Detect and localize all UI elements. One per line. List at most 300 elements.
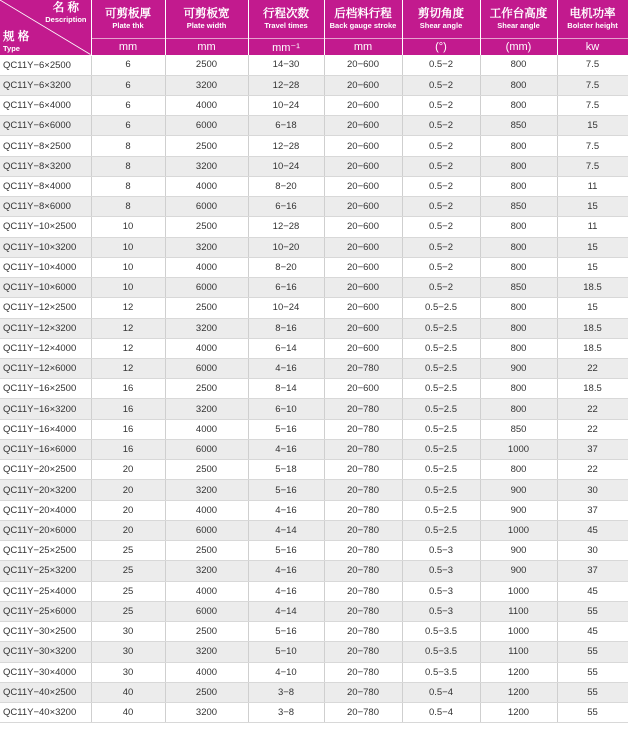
type-cell: QC11Y−6×6000 xyxy=(0,116,91,136)
col-header-shear-angle: 剪切角度 Shear angle xyxy=(402,0,480,39)
type-cell: QC11Y−10×4000 xyxy=(0,257,91,277)
plate-thk-cell: 10 xyxy=(91,237,165,257)
travel-times-cell: 10−24 xyxy=(248,95,324,115)
table-row xyxy=(0,399,628,419)
back-gauge-cell: 20−780 xyxy=(324,703,402,723)
type-cell: QC11Y−16×3200 xyxy=(0,399,91,419)
travel-times-cell: 6−16 xyxy=(248,278,324,298)
type-cell: QC11Y−12×3200 xyxy=(0,318,91,338)
plate-thk-cell: 6 xyxy=(91,116,165,136)
type-cell: QC11Y−10×2500 xyxy=(0,217,91,237)
table-height-cell: 800 xyxy=(480,55,557,75)
table-row xyxy=(0,257,628,277)
plate-thk-cell: 16 xyxy=(91,439,165,459)
table-height-cell: 850 xyxy=(480,278,557,298)
plate-thk-cell: 10 xyxy=(91,217,165,237)
plate-width-cell: 4000 xyxy=(165,257,248,277)
type-cell: QC11Y−8×3200 xyxy=(0,156,91,176)
col-header-plate-width: 可剪板宽 Plate width xyxy=(165,0,248,39)
plate-width-cell: 3200 xyxy=(165,237,248,257)
type-label: 规 格 Type xyxy=(3,30,30,53)
travel-times-cell: 8−20 xyxy=(248,176,324,196)
motor-power-cell: 37 xyxy=(557,500,628,520)
travel-times-cell: 5−16 xyxy=(248,480,324,500)
back-gauge-cell: 20−600 xyxy=(324,278,402,298)
plate-thk-cell: 10 xyxy=(91,278,165,298)
type-cell: QC11Y−12×4000 xyxy=(0,338,91,358)
shear-angle-cell: 0.5−2.5 xyxy=(402,520,480,540)
type-cell: QC11Y−20×2500 xyxy=(0,460,91,480)
back-gauge-cell: 20−780 xyxy=(324,581,402,601)
unit-row xyxy=(0,39,628,56)
motor-power-cell: 7.5 xyxy=(557,55,628,75)
plate-width-cell: 3200 xyxy=(165,399,248,419)
table-height-cell: 800 xyxy=(480,338,557,358)
travel-times-cell: 14−30 xyxy=(248,55,324,75)
plate-width-cell: 3200 xyxy=(165,480,248,500)
plate-width-cell: 2500 xyxy=(165,217,248,237)
table-row xyxy=(0,379,628,399)
table-height-cell: 1100 xyxy=(480,642,557,662)
table-height-cell: 1200 xyxy=(480,703,557,723)
back-gauge-cell: 20−600 xyxy=(324,257,402,277)
back-gauge-cell: 20−780 xyxy=(324,419,402,439)
shear-angle-cell: 0.5−2 xyxy=(402,156,480,176)
motor-power-cell: 15 xyxy=(557,237,628,257)
table-row xyxy=(0,520,628,540)
plate-width-cell: 4000 xyxy=(165,176,248,196)
type-cell: QC11Y−30×2500 xyxy=(0,622,91,642)
type-cell: QC11Y−12×6000 xyxy=(0,359,91,379)
shear-angle-cell: 0.5−2 xyxy=(402,176,480,196)
travel-times-cell: 12−28 xyxy=(248,217,324,237)
plate-thk-cell: 12 xyxy=(91,359,165,379)
back-gauge-cell: 20−600 xyxy=(324,318,402,338)
plate-width-cell: 6000 xyxy=(165,601,248,621)
plate-thk-cell: 12 xyxy=(91,318,165,338)
travel-times-cell: 5−18 xyxy=(248,460,324,480)
shear-angle-cell: 0.5−2 xyxy=(402,55,480,75)
shear-angle-cell: 0.5−2.5 xyxy=(402,298,480,318)
shear-angle-cell: 0.5−3 xyxy=(402,561,480,581)
travel-times-cell: 8−16 xyxy=(248,318,324,338)
plate-width-cell: 6000 xyxy=(165,116,248,136)
motor-power-cell: 45 xyxy=(557,622,628,642)
plate-width-cell: 3200 xyxy=(165,318,248,338)
type-cell: QC11Y−6×3200 xyxy=(0,75,91,95)
motor-power-cell: 11 xyxy=(557,176,628,196)
table-height-cell: 1000 xyxy=(480,581,557,601)
type-cell: QC11Y−30×4000 xyxy=(0,662,91,682)
back-gauge-cell: 20−600 xyxy=(324,237,402,257)
motor-power-cell: 22 xyxy=(557,460,628,480)
shear-angle-cell: 0.5−4 xyxy=(402,703,480,723)
motor-power-cell: 7.5 xyxy=(557,156,628,176)
type-cell: QC11Y−40×2500 xyxy=(0,682,91,702)
travel-times-cell: 5−16 xyxy=(248,419,324,439)
shear-angle-cell: 0.5−3.5 xyxy=(402,642,480,662)
table-height-cell: 1000 xyxy=(480,622,557,642)
table-height-cell: 900 xyxy=(480,359,557,379)
table-height-cell: 1000 xyxy=(480,520,557,540)
back-gauge-cell: 20−780 xyxy=(324,601,402,621)
table-row xyxy=(0,298,628,318)
travel-times-cell: 8−20 xyxy=(248,257,324,277)
shear-angle-cell: 0.5−2 xyxy=(402,278,480,298)
col-header-back-gauge: 后档料行程 Back gauge stroke xyxy=(324,0,402,39)
motor-power-cell: 55 xyxy=(557,601,628,621)
table-row xyxy=(0,237,628,257)
shear-angle-cell: 0.5−3 xyxy=(402,541,480,561)
unit-motor-power: kw xyxy=(557,39,628,56)
plate-width-cell: 4000 xyxy=(165,419,248,439)
plate-thk-cell: 6 xyxy=(91,95,165,115)
motor-power-cell: 30 xyxy=(557,480,628,500)
plate-thk-cell: 20 xyxy=(91,460,165,480)
motor-power-cell: 15 xyxy=(557,298,628,318)
table-row xyxy=(0,176,628,196)
motor-power-cell: 18.5 xyxy=(557,318,628,338)
type-cell: QC11Y−6×4000 xyxy=(0,95,91,115)
back-gauge-cell: 20−600 xyxy=(324,136,402,156)
type-cell: QC11Y−16×4000 xyxy=(0,419,91,439)
shear-angle-cell: 0.5−2.5 xyxy=(402,359,480,379)
table-height-cell: 800 xyxy=(480,257,557,277)
table-height-cell: 850 xyxy=(480,197,557,217)
plate-width-cell: 2500 xyxy=(165,136,248,156)
table-row xyxy=(0,95,628,115)
back-gauge-cell: 20−600 xyxy=(324,176,402,196)
type-cell: QC11Y−25×4000 xyxy=(0,581,91,601)
type-cell: QC11Y−12×2500 xyxy=(0,298,91,318)
motor-power-cell: 7.5 xyxy=(557,136,628,156)
travel-times-cell: 3−8 xyxy=(248,682,324,702)
shear-angle-cell: 0.5−2.5 xyxy=(402,399,480,419)
plate-thk-cell: 16 xyxy=(91,399,165,419)
motor-power-cell: 55 xyxy=(557,642,628,662)
table-row xyxy=(0,682,628,702)
table-height-cell: 800 xyxy=(480,379,557,399)
shear-angle-cell: 0.5−3 xyxy=(402,601,480,621)
back-gauge-cell: 20−600 xyxy=(324,156,402,176)
table-height-cell: 800 xyxy=(480,399,557,419)
table-row xyxy=(0,419,628,439)
motor-power-cell: 15 xyxy=(557,116,628,136)
unit-travel-times: mm⁻¹ xyxy=(248,39,324,56)
table-height-cell: 1200 xyxy=(480,682,557,702)
unit-plate-width: mm xyxy=(165,39,248,56)
motor-power-cell: 18.5 xyxy=(557,278,628,298)
plate-width-cell: 3200 xyxy=(165,75,248,95)
motor-power-cell: 22 xyxy=(557,419,628,439)
shear-angle-cell: 0.5−2.5 xyxy=(402,379,480,399)
plate-width-cell: 3200 xyxy=(165,703,248,723)
plate-thk-cell: 8 xyxy=(91,156,165,176)
shear-angle-cell: 0.5−2 xyxy=(402,237,480,257)
back-gauge-cell: 20−600 xyxy=(324,217,402,237)
unit-shear-angle: (°) xyxy=(402,39,480,56)
table-row xyxy=(0,338,628,358)
travel-times-cell: 3−8 xyxy=(248,703,324,723)
type-cell: QC11Y−40×3200 xyxy=(0,703,91,723)
table-row xyxy=(0,561,628,581)
travel-times-cell: 4−16 xyxy=(248,581,324,601)
plate-thk-cell: 40 xyxy=(91,703,165,723)
motor-power-cell: 45 xyxy=(557,520,628,540)
shear-angle-cell: 0.5−2 xyxy=(402,197,480,217)
travel-times-cell: 4−10 xyxy=(248,662,324,682)
shear-angle-cell: 0.5−2.5 xyxy=(402,480,480,500)
plate-width-cell: 2500 xyxy=(165,622,248,642)
travel-times-cell: 4−16 xyxy=(248,359,324,379)
plate-width-cell: 3200 xyxy=(165,642,248,662)
travel-times-cell: 12−28 xyxy=(248,75,324,95)
plate-thk-cell: 12 xyxy=(91,338,165,358)
motor-power-cell: 7.5 xyxy=(557,75,628,95)
table-row xyxy=(0,75,628,95)
table-row xyxy=(0,136,628,156)
type-cell: QC11Y−25×6000 xyxy=(0,601,91,621)
table-row xyxy=(0,541,628,561)
plate-width-cell: 4000 xyxy=(165,338,248,358)
type-cell: QC11Y−16×2500 xyxy=(0,379,91,399)
plate-width-cell: 2500 xyxy=(165,55,248,75)
description-label: 名 称 Description xyxy=(45,2,87,24)
table-height-cell: 800 xyxy=(480,136,557,156)
motor-power-cell: 37 xyxy=(557,561,628,581)
shear-angle-cell: 0.5−2.5 xyxy=(402,500,480,520)
back-gauge-cell: 20−600 xyxy=(324,75,402,95)
type-cell: QC11Y−16×6000 xyxy=(0,439,91,459)
table-row xyxy=(0,500,628,520)
table-height-cell: 800 xyxy=(480,318,557,338)
table-body xyxy=(0,55,628,723)
shear-angle-cell: 0.5−2 xyxy=(402,257,480,277)
back-gauge-cell: 20−780 xyxy=(324,500,402,520)
travel-times-cell: 5−16 xyxy=(248,622,324,642)
back-gauge-cell: 20−780 xyxy=(324,480,402,500)
back-gauge-cell: 20−600 xyxy=(324,116,402,136)
type-cell: QC11Y−8×6000 xyxy=(0,197,91,217)
back-gauge-cell: 20−600 xyxy=(324,338,402,358)
plate-width-cell: 4000 xyxy=(165,95,248,115)
type-cell: QC11Y−25×2500 xyxy=(0,541,91,561)
plate-thk-cell: 25 xyxy=(91,601,165,621)
table-row xyxy=(0,359,628,379)
plate-thk-cell: 30 xyxy=(91,642,165,662)
motor-power-cell: 7.5 xyxy=(557,95,628,115)
plate-width-cell: 6000 xyxy=(165,520,248,540)
back-gauge-cell: 20−780 xyxy=(324,541,402,561)
unit-table-height: (mm) xyxy=(480,39,557,56)
plate-thk-cell: 6 xyxy=(91,75,165,95)
table-height-cell: 800 xyxy=(480,217,557,237)
back-gauge-cell: 20−780 xyxy=(324,520,402,540)
table-row xyxy=(0,662,628,682)
plate-width-cell: 3200 xyxy=(165,156,248,176)
table-row xyxy=(0,703,628,723)
plate-thk-cell: 8 xyxy=(91,136,165,156)
table-row xyxy=(0,217,628,237)
table-height-cell: 800 xyxy=(480,460,557,480)
motor-power-cell: 18.5 xyxy=(557,379,628,399)
shear-angle-cell: 0.5−3 xyxy=(402,581,480,601)
back-gauge-cell: 20−780 xyxy=(324,359,402,379)
table-row xyxy=(0,156,628,176)
shear-angle-cell: 0.5−2 xyxy=(402,116,480,136)
header-row xyxy=(0,0,628,39)
back-gauge-cell: 20−780 xyxy=(324,622,402,642)
travel-times-cell: 4−14 xyxy=(248,601,324,621)
back-gauge-cell: 20−600 xyxy=(324,298,402,318)
plate-width-cell: 2500 xyxy=(165,682,248,702)
plate-width-cell: 2500 xyxy=(165,298,248,318)
table-height-cell: 800 xyxy=(480,298,557,318)
col-header-plate-thk: 可剪板厚 Plate thk xyxy=(91,0,165,39)
plate-thk-cell: 20 xyxy=(91,520,165,540)
travel-times-cell: 10−24 xyxy=(248,298,324,318)
motor-power-cell: 11 xyxy=(557,217,628,237)
table-row xyxy=(0,480,628,500)
back-gauge-cell: 20−780 xyxy=(324,460,402,480)
motor-power-cell: 15 xyxy=(557,257,628,277)
motor-power-cell: 55 xyxy=(557,703,628,723)
table-row xyxy=(0,601,628,621)
table-height-cell: 800 xyxy=(480,176,557,196)
plate-thk-cell: 25 xyxy=(91,541,165,561)
motor-power-cell: 45 xyxy=(557,581,628,601)
motor-power-cell: 55 xyxy=(557,662,628,682)
motor-power-cell: 22 xyxy=(557,359,628,379)
type-cell: QC11Y−25×3200 xyxy=(0,561,91,581)
table-height-cell: 900 xyxy=(480,541,557,561)
shear-angle-cell: 0.5−3.5 xyxy=(402,662,480,682)
travel-times-cell: 6−14 xyxy=(248,338,324,358)
shear-angle-cell: 0.5−2 xyxy=(402,95,480,115)
plate-width-cell: 6000 xyxy=(165,278,248,298)
table-height-cell: 900 xyxy=(480,500,557,520)
table-height-cell: 800 xyxy=(480,95,557,115)
type-cell: QC11Y−30×3200 xyxy=(0,642,91,662)
type-cell: QC11Y−20×3200 xyxy=(0,480,91,500)
plate-thk-cell: 10 xyxy=(91,257,165,277)
shear-angle-cell: 0.5−2 xyxy=(402,75,480,95)
plate-width-cell: 2500 xyxy=(165,460,248,480)
plate-thk-cell: 20 xyxy=(91,480,165,500)
plate-thk-cell: 16 xyxy=(91,379,165,399)
shear-angle-cell: 0.5−4 xyxy=(402,682,480,702)
table-row xyxy=(0,622,628,642)
back-gauge-cell: 20−780 xyxy=(324,642,402,662)
motor-power-cell: 22 xyxy=(557,399,628,419)
motor-power-cell: 15 xyxy=(557,197,628,217)
plate-thk-cell: 8 xyxy=(91,197,165,217)
plate-width-cell: 4000 xyxy=(165,581,248,601)
col-header-travel-times: 行程次数 Travel times xyxy=(248,0,324,39)
table-height-cell: 900 xyxy=(480,561,557,581)
shear-angle-cell: 0.5−2.5 xyxy=(402,460,480,480)
back-gauge-cell: 20−780 xyxy=(324,662,402,682)
travel-times-cell: 8−14 xyxy=(248,379,324,399)
table-height-cell: 800 xyxy=(480,156,557,176)
plate-thk-cell: 6 xyxy=(91,55,165,75)
motor-power-cell: 37 xyxy=(557,439,628,459)
unit-plate-thk: mm xyxy=(91,39,165,56)
unit-back-gauge: mm xyxy=(324,39,402,56)
type-cell: QC11Y−20×6000 xyxy=(0,520,91,540)
table-height-cell: 1200 xyxy=(480,662,557,682)
back-gauge-cell: 20−600 xyxy=(324,379,402,399)
back-gauge-cell: 20−780 xyxy=(324,561,402,581)
travel-times-cell: 10−20 xyxy=(248,237,324,257)
plate-width-cell: 6000 xyxy=(165,439,248,459)
plate-thk-cell: 25 xyxy=(91,561,165,581)
back-gauge-cell: 20−780 xyxy=(324,399,402,419)
shear-angle-cell: 0.5−2.5 xyxy=(402,338,480,358)
back-gauge-cell: 20−600 xyxy=(324,55,402,75)
motor-power-cell: 18.5 xyxy=(557,338,628,358)
plate-thk-cell: 30 xyxy=(91,662,165,682)
col-header-table-height: 工作台高度 Shear angle xyxy=(480,0,557,39)
plate-width-cell: 6000 xyxy=(165,359,248,379)
shear-angle-cell: 0.5−2.5 xyxy=(402,419,480,439)
shear-angle-cell: 0.5−2 xyxy=(402,217,480,237)
table-height-cell: 1000 xyxy=(480,439,557,459)
col-header-motor-power: 电机功率 Bolster height xyxy=(557,0,628,39)
travel-times-cell: 6−16 xyxy=(248,197,324,217)
plate-thk-cell: 16 xyxy=(91,419,165,439)
table-row xyxy=(0,318,628,338)
table-row xyxy=(0,581,628,601)
type-cell: QC11Y−8×4000 xyxy=(0,176,91,196)
table-height-cell: 900 xyxy=(480,480,557,500)
table-height-cell: 850 xyxy=(480,116,557,136)
travel-times-cell: 10−24 xyxy=(248,156,324,176)
table-height-cell: 800 xyxy=(480,75,557,95)
plate-thk-cell: 12 xyxy=(91,298,165,318)
type-cell: QC11Y−6×2500 xyxy=(0,55,91,75)
type-cell: QC11Y−10×6000 xyxy=(0,278,91,298)
corner-header xyxy=(0,0,91,55)
table-row xyxy=(0,55,628,75)
travel-times-cell: 12−28 xyxy=(248,136,324,156)
table-row xyxy=(0,278,628,298)
table-row xyxy=(0,439,628,459)
table-row xyxy=(0,197,628,217)
motor-power-cell: 30 xyxy=(557,541,628,561)
shear-angle-cell: 0.5−3.5 xyxy=(402,622,480,642)
plate-thk-cell: 8 xyxy=(91,176,165,196)
motor-power-cell: 55 xyxy=(557,682,628,702)
back-gauge-cell: 20−780 xyxy=(324,682,402,702)
plate-width-cell: 6000 xyxy=(165,197,248,217)
table-row xyxy=(0,116,628,136)
type-cell: QC11Y−20×4000 xyxy=(0,500,91,520)
plate-width-cell: 2500 xyxy=(165,379,248,399)
plate-width-cell: 3200 xyxy=(165,561,248,581)
plate-width-cell: 2500 xyxy=(165,541,248,561)
table-height-cell: 850 xyxy=(480,419,557,439)
back-gauge-cell: 20−780 xyxy=(324,439,402,459)
travel-times-cell: 5−10 xyxy=(248,642,324,662)
plate-thk-cell: 40 xyxy=(91,682,165,702)
plate-thk-cell: 25 xyxy=(91,581,165,601)
plate-width-cell: 4000 xyxy=(165,662,248,682)
travel-times-cell: 4−14 xyxy=(248,520,324,540)
travel-times-cell: 4−16 xyxy=(248,500,324,520)
shear-angle-cell: 0.5−2.5 xyxy=(402,318,480,338)
travel-times-cell: 5−16 xyxy=(248,541,324,561)
